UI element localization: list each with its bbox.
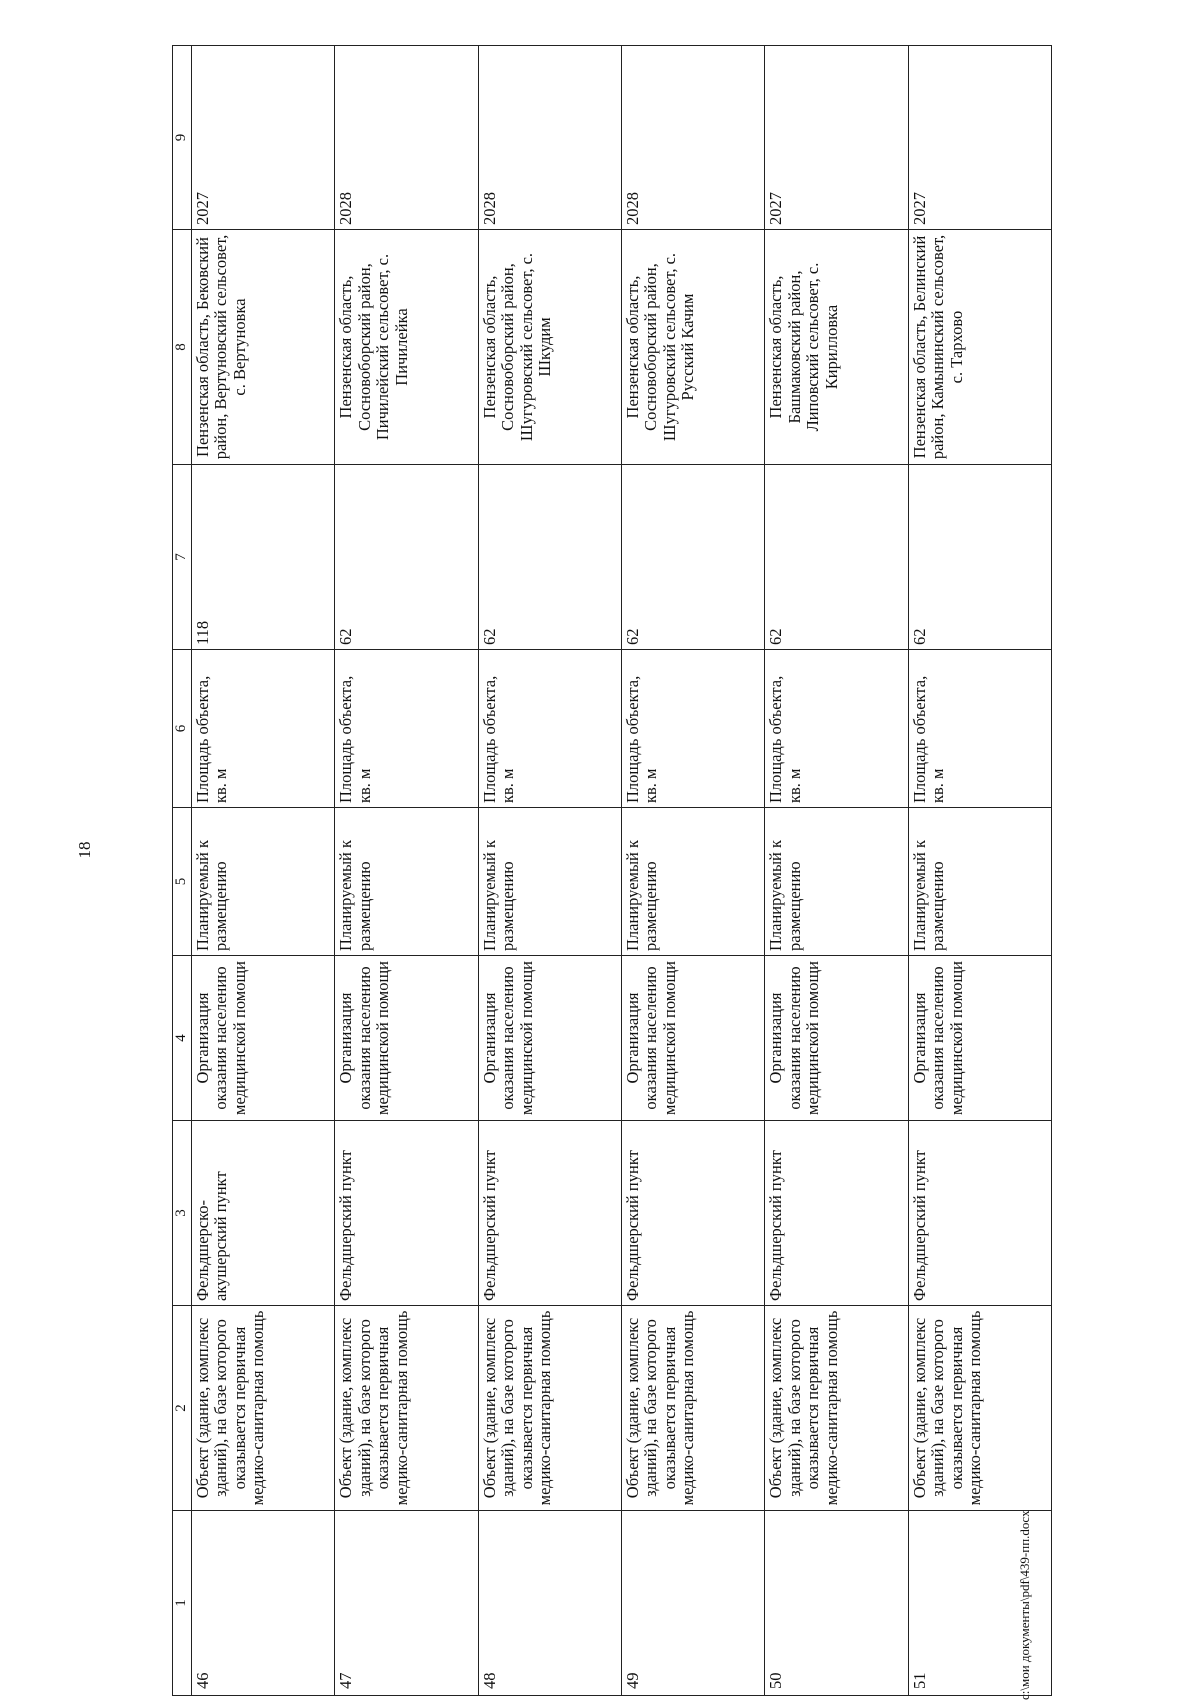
header-col-1: 1 (173, 1511, 192, 1696)
object-status: Планируемый к размещению (765, 808, 908, 956)
object-type: Объект (здание, комплекс зданий), на базе которого оказывается первичная медико-санитарная помощь (621, 1306, 764, 1511)
header-col-3: 3 (173, 1121, 192, 1306)
object-status: Планируемый к размещению (908, 808, 1051, 956)
object-location: Пензенская область, Башмаковский район, Липовский сельсовет, с. Кирилловка (765, 230, 908, 465)
object-characteristic: Площадь объекта, кв. м (621, 650, 764, 808)
object-year: 2027 (192, 46, 335, 230)
object-location: Пензенская область, Сосновоборский район, Пичилейский сельсовет, с. Пичилейка (335, 230, 478, 465)
object-characteristic: Площадь объекта, кв. м (192, 650, 335, 808)
object-status: Планируемый к размещению (478, 808, 621, 956)
table-row (192, 46, 335, 1696)
object-name: Фельдшерский пункт (908, 1121, 1051, 1306)
object-purpose: Организация оказания населению медицинской помощи (335, 956, 478, 1121)
object-location: Пензенская область, Белинский район, Камынинский сельсовет, с. Тархово (908, 230, 1051, 465)
object-location: Пензенская область, Сосновоборский район, Шугуровский сельсовет, с. Шкудим (478, 230, 621, 465)
object-status: Планируемый к размещению (335, 808, 478, 956)
row-number: 47 (335, 1511, 478, 1696)
row-number: 46 (192, 1511, 335, 1696)
object-purpose: Организация оказания населению медицинской помощи (478, 956, 621, 1121)
object-characteristic: Площадь объекта, кв. м (765, 650, 908, 808)
object-year: 2027 (908, 46, 1051, 230)
object-area: 62 (335, 465, 478, 650)
row-number: 49 (621, 1511, 764, 1696)
object-area: 62 (478, 465, 621, 650)
object-characteristic: Площадь объекта, кв. м (335, 650, 478, 808)
object-type: Объект (здание, комплекс зданий), на базе которого оказывается первичная медико-санитарная помощь (335, 1306, 478, 1511)
table-row (478, 46, 621, 1696)
page-number: 18 (75, 841, 94, 859)
object-location: Пензенская область, Сосновоборский район, Шугуровский сельсовет, с. Русский Качим (621, 230, 764, 465)
object-area: 62 (621, 465, 764, 650)
object-type: Объект (здание, комплекс зданий), на базе которого оказывается первичная медико-санитарная помощь (765, 1306, 908, 1511)
object-status: Планируемый к размещению (621, 808, 764, 956)
footer-file-path: c:\мои документы\pdf\439-пп.docx (1017, 1510, 1032, 1700)
table-header-row (173, 46, 192, 1696)
object-type: Объект (здание, комплекс зданий), на базе которого оказывается первичная медико-санитарная помощь (478, 1306, 621, 1511)
header-col-7: 7 (173, 465, 192, 650)
object-purpose: Организация оказания населению медицинской помощи (192, 956, 335, 1121)
row-number: 48 (478, 1511, 621, 1696)
object-area: 62 (908, 465, 1051, 650)
object-status: Планируемый к размещению (192, 808, 335, 956)
table-row (621, 46, 764, 1696)
header-col-8: 8 (173, 230, 192, 465)
object-year: 2028 (478, 46, 621, 230)
header-col-6: 6 (173, 650, 192, 808)
object-characteristic: Площадь объекта, кв. м (478, 650, 621, 808)
object-year: 2028 (621, 46, 764, 230)
object-name: Фельдшерский пункт (621, 1121, 764, 1306)
object-name: Фельдшерский пункт (765, 1121, 908, 1306)
header-col-2: 2 (173, 1306, 192, 1511)
table-row (335, 46, 478, 1696)
object-area: 62 (765, 465, 908, 650)
row-number: 50 (765, 1511, 908, 1696)
object-purpose: Организация оказания населению медицинской помощи (765, 956, 908, 1121)
row-number: 51 (908, 1511, 1051, 1696)
header-col-4: 4 (173, 956, 192, 1121)
table-row (765, 46, 908, 1696)
objects-table (172, 45, 1052, 1696)
object-type: Объект (здание, комплекс зданий), на базе которого оказывается первичная медико-санитарная помощь (908, 1306, 1051, 1511)
object-name: Фельдшерский пункт (335, 1121, 478, 1306)
object-location: Пензенская область, Бековский район, Вертуновский сельсовет, с. Вертуновка (192, 230, 335, 465)
header-col-9: 9 (173, 46, 192, 230)
table-container (172, 46, 1052, 1696)
object-characteristic: Площадь объекта, кв. м (908, 650, 1051, 808)
object-year: 2027 (765, 46, 908, 230)
header-col-5: 5 (173, 808, 192, 956)
object-type: Объект (здание, комплекс зданий), на базе которого оказывается первичная медико-санитарная помощь (192, 1306, 335, 1511)
object-area: 118 (192, 465, 335, 650)
object-name: Фельдшерский пункт (478, 1121, 621, 1306)
object-year: 2028 (335, 46, 478, 230)
object-name: Фельдшерско-акушерский пункт (192, 1121, 335, 1306)
object-purpose: Организация оказания населению медицинской помощи (908, 956, 1051, 1121)
object-purpose: Организация оказания населению медицинской помощи (621, 956, 764, 1121)
